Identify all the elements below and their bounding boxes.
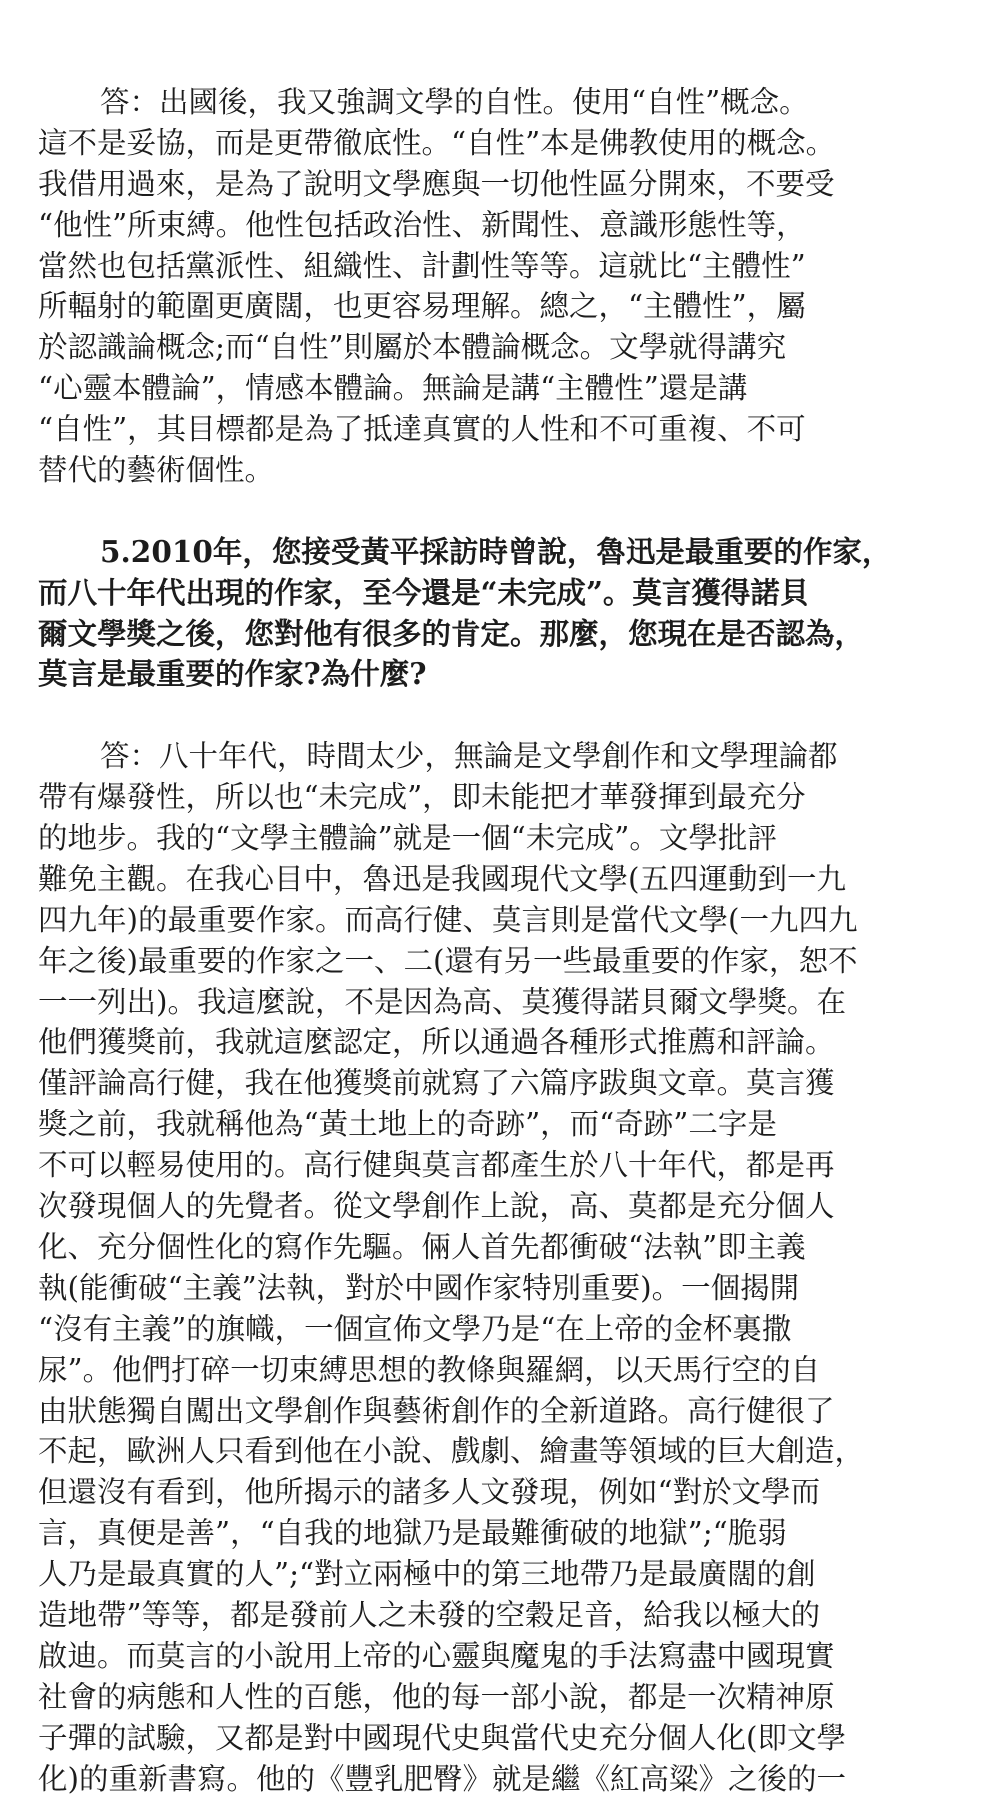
text-line: “心靈本體論”，情感本體論。無論是講“主體性”還是講: [38, 371, 748, 406]
text-line: 社會的病態和人性的百態，他的每一部小說，都是一次精神原: [38, 1679, 835, 1714]
question-line: 5.2010年，您接受黃平採訪時曾說，魯迅是最重要的作家，: [100, 533, 892, 569]
text-line: 這不是妥協，而是更帶徹底性。“自性”本是佛教使用的概念。: [38, 125, 836, 160]
text-line: 四九年)的最重要作家。而高行健、莫言則是當代文學(一九四九: [38, 902, 858, 937]
text-line: 尿”。他們打碎一切束縛思想的教條與羅網，以天馬行空的自: [38, 1352, 821, 1387]
text-line: 不可以輕易使用的。高行健與莫言都產生於八十年代，都是再: [38, 1148, 835, 1183]
question-line: 爾文學獎之後，您對他有很多的肯定。那麼，您現在是否認為，: [38, 615, 865, 651]
question-paragraph-5: [38, 532, 950, 696]
answer-paragraph-2: [38, 736, 950, 1799]
question-line: 而八十年代出現的作家，至今還是“未完成”。莫言獲得諾貝: [38, 574, 810, 610]
text-line: “沒有主義”的旗幟，一個宣佈文學乃是“在上帝的金杯裏撒: [38, 1311, 792, 1346]
text-line: 人乃是最真實的人”;“對立兩極中的第三地帶乃是最廣闊的創: [38, 1557, 816, 1592]
text-line: 執(能衝破“主義”法執，對於中國作家特別重要)。一個揭開: [38, 1270, 800, 1305]
text-line: 但還沒有看到，他所揭示的諸多人文發現，例如“對於文學而: [38, 1475, 821, 1510]
text-line: 答：出國後，我又強調文學的自性。使用“自性”概念。: [100, 85, 809, 119]
text-line: 我借用過來，是為了說明文學應與一切他性區分開來，不要受: [38, 166, 835, 201]
text-line: 啟迪。而莫言的小說用上帝的心靈與魔鬼的手法寫盡中國現實: [38, 1638, 835, 1673]
paragraph-gap: [38, 695, 950, 736]
answer-paragraph-1: [38, 82, 950, 491]
text-line: 答：八十年代，時間太少，無論是文學創作和文學理論都: [100, 739, 838, 774]
question-line: 莫言是最重要的作家?為什麼?: [38, 656, 427, 692]
text-line: 造地帶”等等，都是發前人之未發的空穀足音，給我以極大的: [38, 1597, 821, 1632]
text-line: 他們獲獎前，我就這麼認定，所以通過各種形式推薦和評論。: [38, 1025, 835, 1060]
text-line: 於認識論概念;而“自性”則屬於本體論概念。文學就得講究: [38, 330, 787, 365]
text-line: 的地步。我的“文學主體論”就是一個“未完成”。文學批評: [38, 821, 777, 856]
text-line: 不起，歐洲人只看到他在小說、戲劇、繪畫等領域的巨大創造，: [38, 1434, 865, 1469]
text-line: 當然也包括黨派性、組織性、計劃性等等。這就比“主體性”: [38, 248, 806, 283]
paragraph-gap: [38, 491, 950, 532]
text-line: 一一列出)。我這麼說，不是因為高、莫獲得諾貝爾文學獎。在: [38, 984, 847, 1019]
text-line: 帶有爆發性，所以也“未完成”，即未能把才華發揮到最充分: [38, 780, 806, 815]
text-line: 次發現個人的先覺者。從文學創作上說，高、莫都是充分個人: [38, 1189, 835, 1224]
text-line: 化、充分個性化的寫作先驅。倆人首先都衝破“法執”即主義: [38, 1229, 806, 1264]
text-line: 難免主觀。在我心目中，魯迅是我國現代文學(五四運動到一九: [38, 861, 847, 896]
text-line: 替代的藝術個性。: [38, 453, 275, 488]
text-line: 獎之前，我就稱他為“黃土地上的奇跡”，而“奇跡”二字是: [38, 1107, 777, 1142]
text-line: 年之後)最重要的作家之一、二(還有另一些最重要的作家，恕不: [38, 943, 858, 978]
text-line: 言，真便是善”，“自我的地獄乃是最難衝破的地獄”;“脆弱: [38, 1516, 787, 1551]
text-line: “他性”所束縛。他性包括政治性、新聞性、意識形態性等，: [38, 207, 806, 242]
text-line: 僅評論高行健，我在他獲獎前就寫了六篇序跋與文章。莫言獲: [38, 1066, 835, 1101]
text-line: 子彈的試驗，又都是對中國現代史與當代史充分個人化(即文學: [38, 1720, 847, 1755]
text-line: “自性”，其目標都是為了抵達真實的人性和不可重複、不可: [38, 412, 806, 447]
text-line: 化)的重新書寫。他的《豐乳肥臀》就是繼《紅高粱》之後的一: [38, 1761, 847, 1796]
text-line: 所輻射的範圍更廣闊，也更容易理解。總之，“主體性”，屬: [38, 289, 806, 324]
text-line: 由狀態獨自闖出文學創作與藝術創作的全新道路。高行健很了: [38, 1393, 835, 1428]
